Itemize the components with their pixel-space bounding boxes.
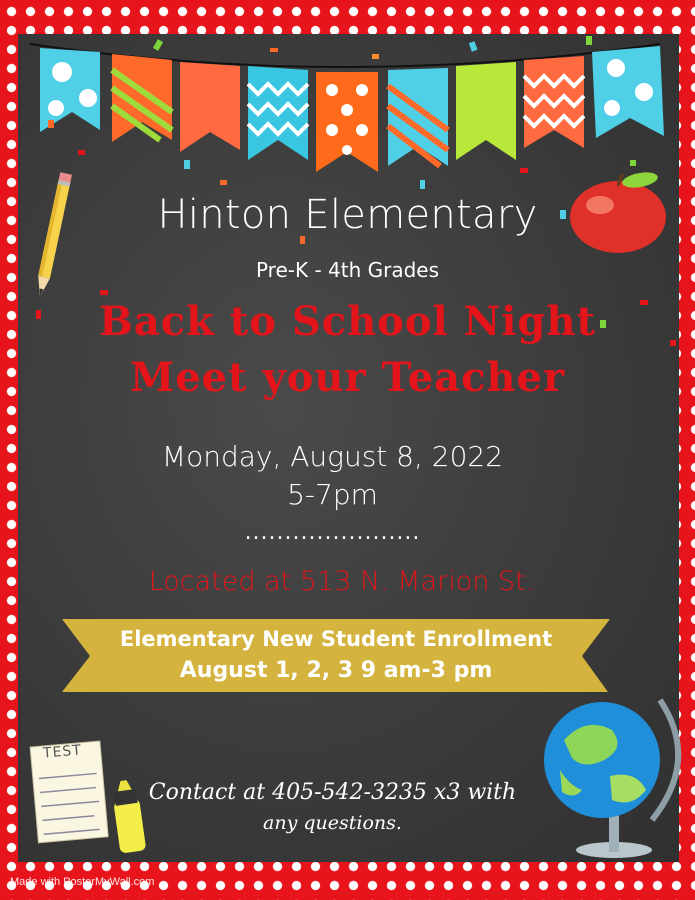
contact-line1: Contact at 405-542-3235 x3 with	[148, 780, 517, 805]
event-title-line2: Meet your Teacher	[129, 354, 566, 401]
flag-3	[180, 62, 240, 152]
dotted-divider: ......................	[244, 520, 421, 545]
event-date: Monday, August 8, 2022	[161, 440, 504, 473]
flag-7	[456, 62, 516, 160]
contact-line2: any questions.	[263, 812, 402, 834]
globe-icon	[544, 700, 678, 858]
school-name: Hinton Elementary	[157, 192, 538, 238]
flag-5	[316, 72, 378, 172]
event-location: Located at 513 N. Marion St.	[148, 566, 535, 597]
test-paper-label: TEST	[42, 742, 83, 762]
enrollment-line2: August 1, 2, 3 9 am-3 pm	[179, 658, 493, 683]
flag-9	[592, 46, 664, 138]
grades-subtitle: Pre-K - 4th Grades	[255, 258, 440, 282]
enrollment-line1: Elementary New Student Enrollment	[119, 627, 553, 651]
watermark: Made with PosterMyWall.com	[10, 876, 155, 888]
event-time: 5-7pm	[287, 478, 378, 511]
bunting-flags	[40, 46, 664, 172]
flag-8	[524, 56, 584, 148]
event-title-line1: Back to School Night	[99, 298, 596, 345]
